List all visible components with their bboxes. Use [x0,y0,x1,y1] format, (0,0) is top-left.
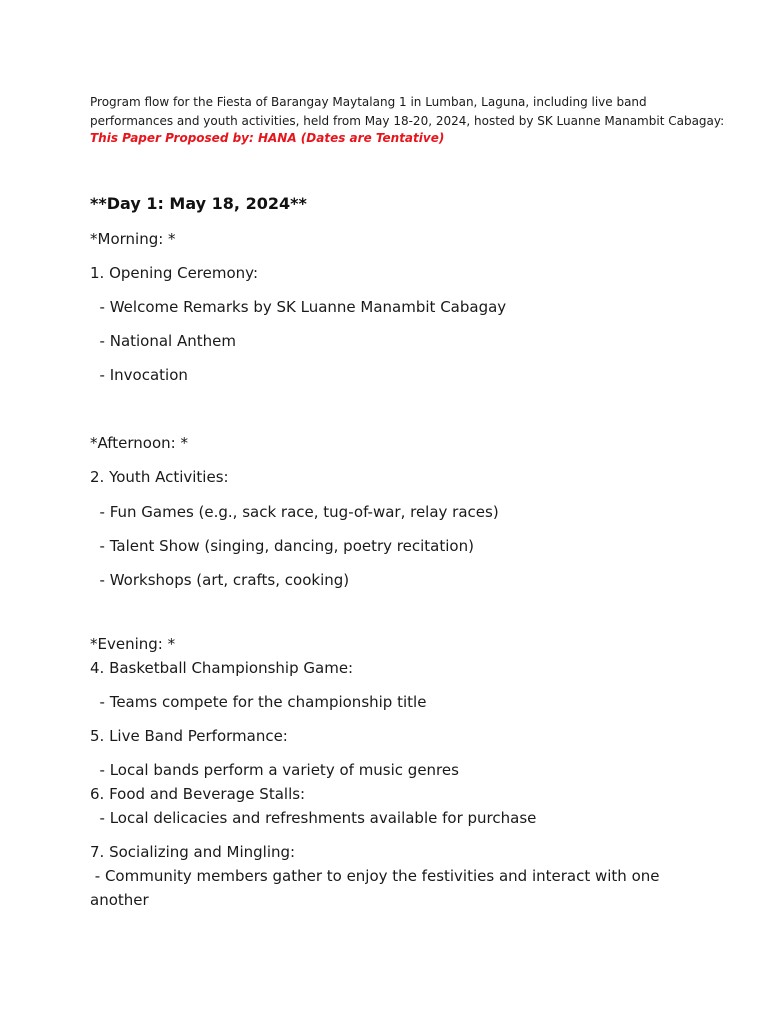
evening-item-title-4: 4. Basketball Championship Game: [90,659,354,677]
morning-detail-3: - Invocation [90,366,188,384]
evening-item-detail-7-cont: another [90,891,149,909]
morning-detail-1: - Welcome Remarks by SK Luanne Manambit Cabagay [90,298,507,316]
evening-item-detail-5: - Local bands perform a variety of music genres [90,761,459,779]
proposal-note: This Paper Proposed by: HANA (Dates are Tentative) [90,131,445,145]
morning-detail-2: - National Anthem [90,332,236,350]
evening-item-title-6: 6. Food and Beverage Stalls: [90,785,306,803]
intro-line-1: Program flow for the Fiesta of Barangay Maytalang 1 in Lumban, Laguna, including live band [90,95,647,109]
evening-item-title-7: 7. Socializing and Mingling: [90,843,296,861]
afternoon-label: *Afternoon: * [90,434,188,452]
evening-item-detail-4: - Teams compete for the championship title [90,693,427,711]
youth-activities-title: 2. Youth Activities: [90,468,229,486]
evening-item-title-5: 5. Live Band Performance: [90,727,288,745]
evening-item-detail-6: - Local delicacies and refreshments available for purchase [90,809,537,827]
day1-heading: **Day 1: May 18, 2024** [90,194,307,213]
morning-label: *Morning: * [90,230,176,248]
afternoon-detail-2: - Talent Show (singing, dancing, poetry recitation) [90,537,474,555]
opening-ceremony-title: 1. Opening Ceremony: [90,264,259,282]
evening-label: *Evening: * [90,635,176,653]
evening-item-detail-7: - Community members gather to enjoy the festivities and interact with one [90,867,660,885]
afternoon-detail-3: - Workshops (art, crafts, cooking) [90,571,350,589]
intro-line-2: performances and youth activities, held from May 18-20, 2024, hosted by SK Luanne Manambit Cabagay: [90,114,725,128]
afternoon-detail-1: - Fun Games (e.g., sack race, tug-of-war, relay races) [90,503,499,521]
